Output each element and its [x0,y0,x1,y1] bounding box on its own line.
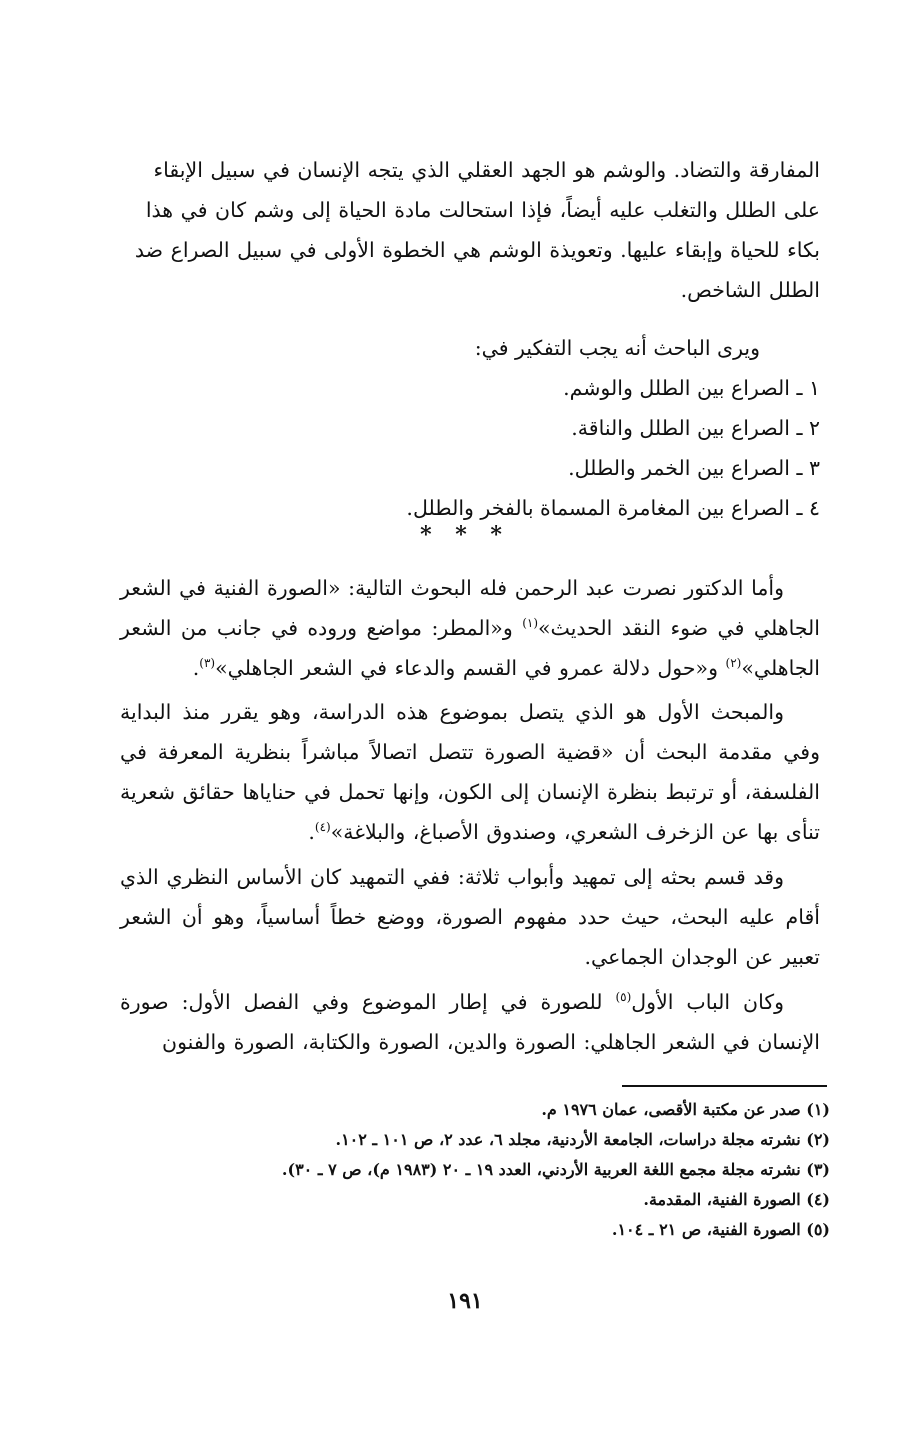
paragraph-text: و«المطر: مواضع وروده في جانب من الشعر الجاهلي» [120,616,820,680]
paragraph-line: المفارقة والتضاد. والوشم هو الجهد العقلي الذي يتجه الإنسان في سبيل الإبقاء [153,158,820,182]
paragraph-text: وقد قسم بحثه إلى تمهيد وأبواب ثلاثة: ففي التمهيد كان الأساس النظري الذي أقام عليه البحث، حيث حدد مفهوم الصورة، ووضع خطاً أساسياً، وهو أن الشعر تعبير عن الوجدان الجماعي. [120,865,820,969]
paragraph-line: على الطلل والتغلب عليه أيضاً، فإذا استحالت مادة الحياة إلى وشم كان في هذا [145,198,820,222]
list-item: ٢ ـ الصراع بين الطلل والناقة. [571,416,820,440]
paragraph-text: للصورة في إطار الموضوع وفي الفصل الأول: صورة الإنسان في الشعر الجاهلي: الصورة والدين، الصورة والكتابة، الصورة والفنون [120,990,820,1054]
paragraph-continuation [120,150,820,310]
paragraph-text: وأما الدكتور نصرت عبد الرحمن فله البحوث التالية: «الصورة الفنية في الشعر الجاهلي في ضوء النقد الحديث» [120,576,820,640]
footnote: (٣) نشرته مجلة مجمع اللغة العربية الأردني، العدد ١٩ ـ ٢٠ (١٩٨٣ م)، ص ٧ ـ ٣٠). [281,1160,830,1179]
footnote: (١) صدر عن مكتبة الأقصى، عمان ١٩٧٦ م. [541,1100,830,1119]
footnote-ref: (٥) [615,990,632,1005]
footnote-ref: (٢) [725,656,742,671]
paragraph-text: و«حول دلالة عمرو في القسم والدعاء في الشعر الجاهلي» [215,656,726,680]
footnote-ref: (٣) [199,656,216,671]
footnote: (٤) الصورة الفنية، المقدمة. [643,1190,830,1209]
paragraph-text: . [308,820,315,844]
footnote-ref: (٤) [314,820,331,835]
paragraph-first-study [120,692,820,852]
footnote: (٢) نشرته مجلة دراسات، الجامعة الأردنية، مجلد ٦، عدد ٢، ص ١٠١ ـ ١٠٢. [335,1130,830,1149]
paragraph-nasrat [120,568,820,688]
section-separator: * * * [420,522,510,548]
paragraph-division [120,857,820,977]
paragraph-line: بكاء للحياة وإبقاء عليها. وتعويذة الوشم هي الخطوة الأولى في سبيل الصراع ضد [134,238,820,262]
list-item: ٤ ـ الصراع بين المغامرة المسماة بالفخر والطلل. [406,496,820,520]
footnote-ref: (١) [522,616,539,631]
footnote: (٥) الصورة الفنية، ص ٢١ ـ ١٠٤. [611,1220,830,1239]
page-number: ١٩١ [447,1288,483,1314]
footnotes [120,1095,830,1245]
footnote-divider [622,1085,827,1087]
list-item: ٣ ـ الصراع بين الخمر والطلل. [568,456,820,480]
paragraph-text: . [192,656,200,680]
paragraph-text: والمبحث الأول هو الذي يتصل بموضوع هذه الدراسة، وهو يقرر منذ البداية وفي مقدمة البحث أن «قضية الصورة تتصل اتصالاً مباشراً بنظرية المعرفة في الفلسفة، أو ترتبط بنظرة الإنسان إلى الكون، وإنها تحمل في حناياها حقائق شعرية تنأى بها عن الزخرف الشعري، وصندوق الأصباغ، والبلاغة» [120,700,820,844]
paragraph-text: وكان الباب الأول [631,990,784,1014]
paragraph-first-chapter [120,982,820,1062]
paragraph-line: الطلل الشاخص. [680,278,820,302]
list-item: ١ ـ الصراع بين الطلل والوشم. [563,376,820,400]
research-points-list [120,328,820,528]
list-intro: ويرى الباحث أنه يجب التفكير في: [474,336,760,360]
